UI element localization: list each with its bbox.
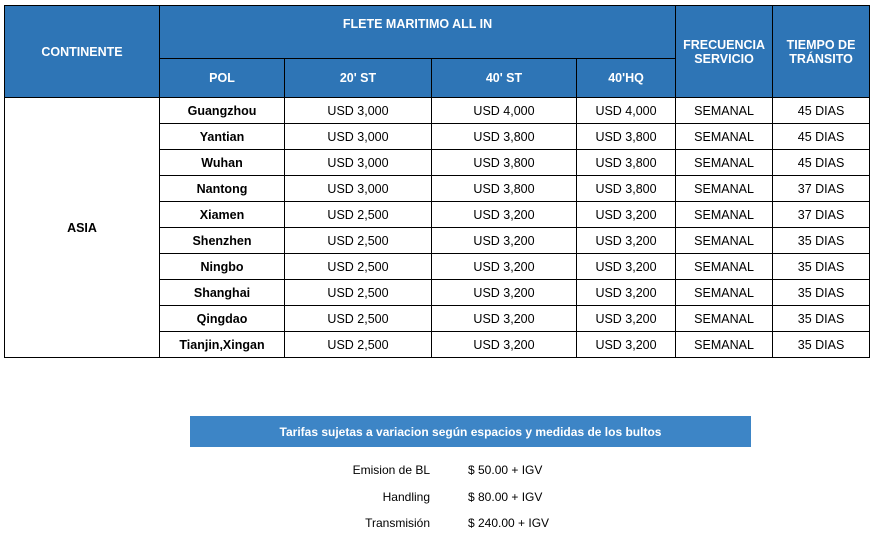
cell-pol: Qingdao [160,306,285,332]
cell-hq40: USD 3,200 [577,280,676,306]
fee-label: Transmisión [365,516,430,530]
cell-tiempo: 37 DIAS [773,176,870,202]
cell-st40: USD 3,200 [432,332,577,358]
cell-tiempo: 37 DIAS [773,202,870,228]
cell-frecuencia: SEMANAL [676,228,773,254]
cell-st20: USD 2,500 [285,254,432,280]
cell-hq40: USD 3,200 [577,202,676,228]
cell-pol: Guangzhou [160,98,285,124]
cell-pol: Shenzhen [160,228,285,254]
cell-pol: Tianjin,Xingan [160,332,285,358]
fee-row-emision [300,463,620,479]
cell-st20: USD 3,000 [285,150,432,176]
cell-frecuencia: SEMANAL [676,150,773,176]
cell-st40: USD 4,000 [432,98,577,124]
cell-tiempo: 35 DIAS [773,306,870,332]
cell-frecuencia: SEMANAL [676,280,773,306]
cell-st40: USD 3,800 [432,150,577,176]
header-frecuencia: FRECUENCIA SERVICIO [676,6,773,98]
header-tiempo-transito: TIEMPO DE TRÁNSITO [773,6,870,98]
cell-pol: Wuhan [160,150,285,176]
header-pol: POL [160,59,285,98]
continent-cell: ASIA [5,98,160,358]
cell-st40: USD 3,200 [432,280,577,306]
cell-st20: USD 3,000 [285,176,432,202]
header-flete-maritimo: FLETE MARITIMO ALL IN [160,6,676,59]
cell-frecuencia: SEMANAL [676,202,773,228]
header-40st: 40' ST [432,59,577,98]
cell-hq40: USD 3,800 [577,150,676,176]
cell-pol: Ningbo [160,254,285,280]
fee-label: Handling [382,490,430,504]
cell-pol: Nantong [160,176,285,202]
cell-st20: USD 2,500 [285,202,432,228]
cell-st20: USD 3,000 [285,98,432,124]
header-continente: CONTINENTE [5,6,160,98]
cell-hq40: USD 3,200 [577,228,676,254]
cell-st20: USD 2,500 [285,228,432,254]
cell-frecuencia: SEMANAL [676,332,773,358]
cell-tiempo: 35 DIAS [773,228,870,254]
cell-hq40: USD 3,200 [577,306,676,332]
cell-st40: USD 3,800 [432,176,577,202]
cell-frecuencia: SEMANAL [676,254,773,280]
cell-tiempo: 45 DIAS [773,124,870,150]
cell-hq40: USD 3,200 [577,332,676,358]
cell-pol: Shanghai [160,280,285,306]
cell-tiempo: 45 DIAS [773,98,870,124]
cell-st20: USD 3,000 [285,124,432,150]
cell-frecuencia: SEMANAL [676,176,773,202]
cell-tiempo: 45 DIAS [773,150,870,176]
fee-row-transmision [300,516,620,532]
cell-st40: USD 3,200 [432,254,577,280]
cell-hq40: USD 3,800 [577,124,676,150]
header-40hq: 40'HQ [577,59,676,98]
cell-hq40: USD 3,200 [577,254,676,280]
cell-st40: USD 3,800 [432,124,577,150]
rates-body [5,98,870,358]
cell-st40: USD 3,200 [432,202,577,228]
cell-st20: USD 2,500 [285,306,432,332]
cell-st40: USD 3,200 [432,306,577,332]
cell-tiempo: 35 DIAS [773,254,870,280]
header-20st: 20' ST [285,59,432,98]
cell-frecuencia: SEMANAL [676,98,773,124]
cell-st20: USD 2,500 [285,280,432,306]
fee-value: $ 80.00 + IGV [468,490,543,504]
fee-value: $ 240.00 + IGV [468,516,550,530]
fee-label: Emision de BL [352,463,430,477]
fee-value: $ 50.00 + IGV [468,463,543,477]
cell-frecuencia: SEMANAL [676,124,773,150]
cell-pol: Xiamen [160,202,285,228]
cell-frecuencia: SEMANAL [676,306,773,332]
cell-st40: USD 3,200 [432,228,577,254]
freight-rates-table [4,5,870,358]
table-row [5,98,870,124]
cell-tiempo: 35 DIAS [773,332,870,358]
cell-hq40: USD 4,000 [577,98,676,124]
cell-pol: Yantian [160,124,285,150]
cell-st20: USD 2,500 [285,332,432,358]
rates-variation-note: Tarifas sujetas a variacion según espacios y medidas de los bultos [190,416,751,447]
fee-row-handling [300,490,620,506]
cell-tiempo: 35 DIAS [773,280,870,306]
cell-hq40: USD 3,800 [577,176,676,202]
